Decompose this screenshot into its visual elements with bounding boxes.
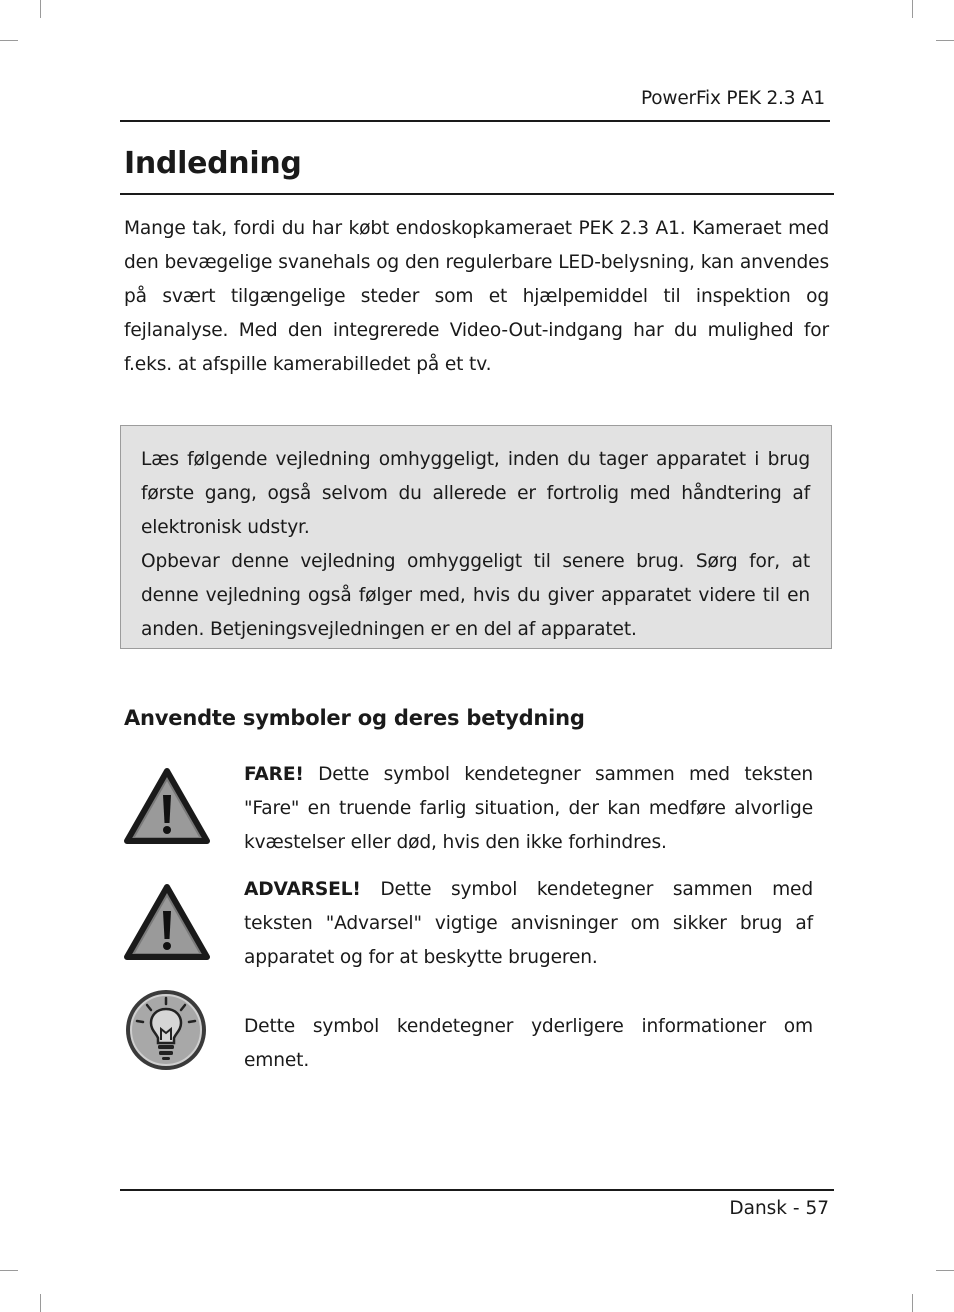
title-rule [120, 193, 834, 195]
page-title: Indledning [124, 146, 302, 181]
page-number: Dansk - 57 [729, 1198, 829, 1219]
warning-label: ADVARSEL! [244, 879, 361, 900]
notice-paragraph-2: Opbevar denne vejledning omhyggeligt til senere brug. Sørg for, at denne vejledning også følger med, hvis du giver apparatet videre til en anden. Betjeningsvejledningen er en del af apparatet. [141, 551, 810, 640]
crop-mark [936, 1270, 954, 1271]
crop-mark [0, 40, 18, 41]
section-heading: Anvendte symboler og deres betydning [124, 706, 585, 730]
warning-triangle-icon [123, 883, 211, 965]
danger-description [244, 758, 813, 860]
crop-mark [912, 1294, 913, 1312]
crop-mark [40, 1294, 41, 1312]
crop-mark [40, 0, 41, 18]
danger-text: Dette symbol kendetegner sammen med teksten "Fare" en truende farlig situation, der kan medføre alvorlige kvæstelser eller død, hvis den ikke forhindres. [244, 764, 813, 853]
notice-box [120, 425, 832, 649]
notice-paragraph-1: Læs følgende vejledning omhyggeligt, inden du tager apparatet i brug første gang, også selvom du allerede er fortrolig med håndtering af elektronisk udstyr. [141, 449, 810, 538]
info-description: Dette symbol kendetegner yderligere informationer om emnet. [244, 1016, 813, 1071]
crop-mark [0, 1270, 18, 1271]
intro-paragraph: Mange tak, fordi du har købt endoskopkameraet PEK 2.3 A1. Kameraet med den bevægelige svanehals og den regulerbare LED-belysning, kan anvendes på svært tilgængelige steder som et hjælpemiddel til inspektion og fejlanalyse. Med den integrerede Video-Out-indgang har du mulighed for f.eks. at afspille kamerabilledet på et tv. [124, 218, 829, 375]
header-rule [120, 120, 830, 122]
page-header: PowerFix PEK 2.3 A1 [641, 88, 825, 109]
crop-mark [936, 40, 954, 41]
warning-text: Dette symbol kendetegner sammen med teksten "Advarsel" vigtige anvisninger om sikker brug af apparatet og for at beskytte brugeren. [244, 879, 813, 968]
footer-rule [120, 1189, 834, 1191]
danger-label: FARE! [244, 764, 304, 785]
warning-triangle-icon [123, 767, 211, 849]
lightbulb-icon [123, 987, 209, 1077]
warning-description [244, 873, 813, 975]
crop-mark [912, 0, 913, 18]
